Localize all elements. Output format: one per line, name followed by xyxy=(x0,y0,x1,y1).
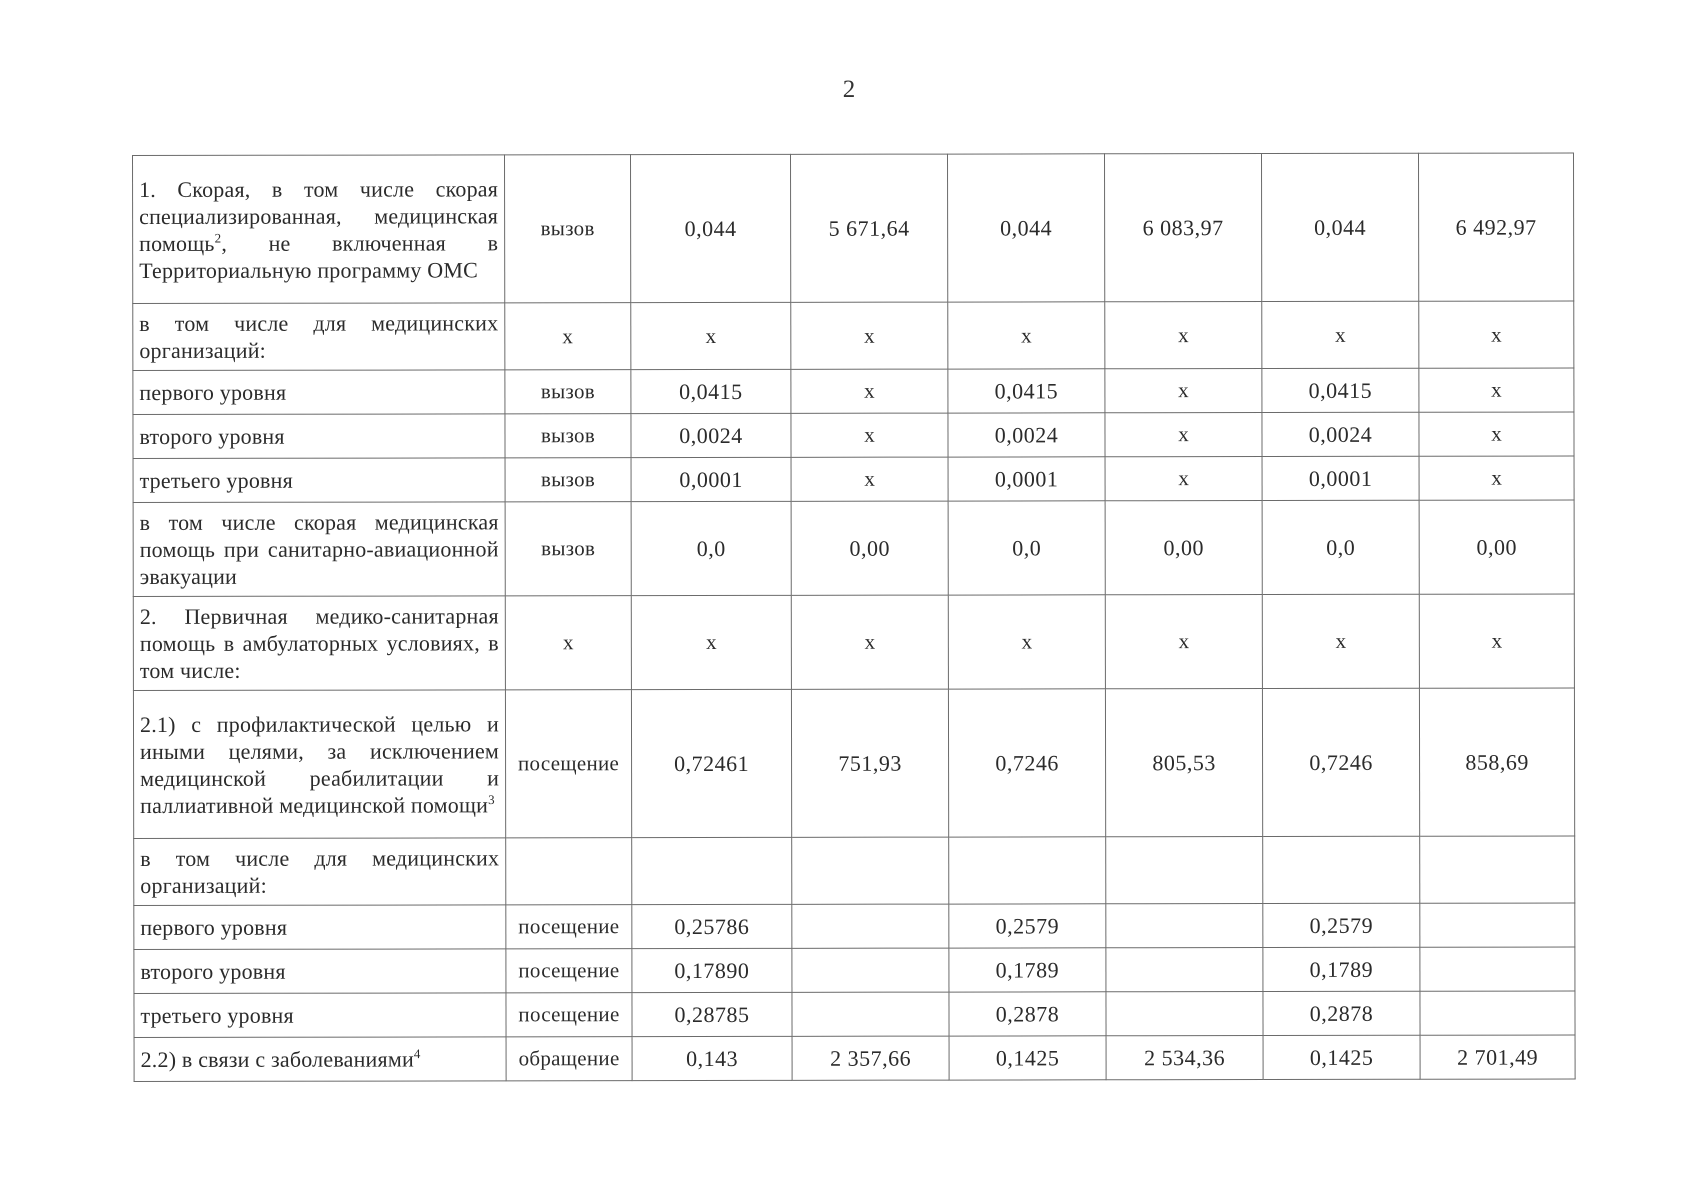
unit-cell: вызов xyxy=(505,155,631,303)
value-cell: 0,044 xyxy=(947,154,1104,302)
footnote-mark: 3 xyxy=(488,791,495,807)
value-cell: х xyxy=(1105,595,1262,689)
value-cell: 0,2878 xyxy=(1263,991,1420,1035)
table-row xyxy=(133,301,1574,371)
value-cell: 0,00 xyxy=(1105,501,1262,595)
value-cell: 0,72461 xyxy=(631,689,791,837)
table-row xyxy=(133,688,1574,839)
row-name-cell: 2.2) в связи с заболеваниями$^4$ xyxy=(134,1037,506,1082)
value-cell xyxy=(792,948,949,992)
row-name-cell: в том числе для медицинских организаций: xyxy=(134,838,506,906)
value-cell: х xyxy=(1419,368,1574,412)
value-cell: 0,7246 xyxy=(1262,688,1419,836)
value-cell: 0,0024 xyxy=(631,413,791,457)
unit-cell: вызов xyxy=(505,414,631,458)
value-cell: 6 492,97 xyxy=(1418,153,1573,301)
value-cell: х xyxy=(1262,594,1419,688)
value-cell: 2 701,49 xyxy=(1420,1035,1575,1079)
value-cell: 0,0415 xyxy=(1262,368,1419,412)
value-cell: 0,0 xyxy=(948,501,1105,595)
value-cell: 0,2878 xyxy=(949,992,1106,1036)
row-name-cell: в том числе для медицинских организаций: xyxy=(133,303,505,371)
unit-cell: вызов xyxy=(505,370,631,414)
value-cell xyxy=(632,837,792,904)
value-cell: х xyxy=(1105,413,1262,457)
value-cell xyxy=(792,904,949,948)
value-cell: 0,0001 xyxy=(1262,456,1419,500)
row-name-cell: первого уровня xyxy=(134,905,506,950)
table-row xyxy=(134,991,1575,1038)
value-cell: 0,143 xyxy=(632,1036,792,1080)
value-cell: х xyxy=(948,302,1105,369)
value-cell: 0,0024 xyxy=(948,413,1105,457)
value-cell: 0,0001 xyxy=(631,457,791,501)
value-cell xyxy=(1420,836,1575,903)
value-cell: х xyxy=(791,413,948,457)
unit-cell: посещение xyxy=(506,949,632,993)
value-cell: 0,0024 xyxy=(1262,412,1419,456)
unit-cell: х xyxy=(505,303,631,370)
value-cell: х xyxy=(631,595,791,689)
value-cell xyxy=(1106,948,1263,992)
value-cell: х xyxy=(791,302,948,369)
value-cell: 0,0 xyxy=(1262,500,1419,594)
table-row xyxy=(133,500,1574,597)
row-name-cell: 1. Скорая, в том числе скорая специализированная, медицинская помощь$^2$, не включенная в Территориальную программу ОМС xyxy=(133,155,505,304)
table-row xyxy=(133,368,1574,415)
value-cell xyxy=(1106,992,1263,1036)
value-cell xyxy=(1420,947,1575,991)
table-row xyxy=(133,153,1574,304)
value-cell: 0,28785 xyxy=(632,992,792,1036)
value-cell: х xyxy=(791,457,948,501)
value-cell: х xyxy=(948,595,1105,689)
footnote-mark: 2 xyxy=(214,230,222,246)
value-cell: х xyxy=(631,302,791,369)
footnote-mark: 4 xyxy=(413,1046,421,1062)
value-cell: 0,1789 xyxy=(949,948,1106,992)
unit-cell: обращение xyxy=(506,1037,632,1081)
row-name-cell: третьего уровня xyxy=(133,458,505,503)
value-cell: 0,1425 xyxy=(1263,1035,1420,1079)
value-cell: 0,044 xyxy=(631,154,791,302)
value-cell: 0,0415 xyxy=(948,369,1105,413)
table-row xyxy=(134,1035,1575,1082)
value-cell: х xyxy=(1419,412,1574,456)
table-row xyxy=(133,412,1574,459)
value-cell: 6 083,97 xyxy=(1104,154,1261,302)
value-cell xyxy=(1420,903,1575,947)
row-name-cell: второго уровня xyxy=(134,949,506,994)
table-row xyxy=(133,594,1574,691)
value-cell: 0,044 xyxy=(1261,153,1418,301)
value-cell: х xyxy=(791,369,948,413)
row-name-cell: 2. Первичная медико-санитарная помощь в амбулаторных условиях, в том числе: xyxy=(133,596,505,691)
value-cell: 0,2579 xyxy=(949,904,1106,948)
value-cell: х xyxy=(1105,457,1262,501)
value-cell: 858,69 xyxy=(1419,688,1574,836)
unit-cell: посещение xyxy=(505,690,631,838)
row-name-cell: третьего уровня xyxy=(134,993,506,1038)
unit-cell: вызов xyxy=(505,458,631,502)
value-cell xyxy=(792,837,949,904)
unit-cell: посещение xyxy=(506,905,632,949)
value-cell: х xyxy=(1419,456,1574,500)
value-cell: 0,0001 xyxy=(948,457,1105,501)
value-cell xyxy=(1263,836,1420,903)
value-cell xyxy=(949,837,1106,904)
value-cell: 0,25786 xyxy=(632,904,792,948)
value-cell: 0,17890 xyxy=(632,948,792,992)
value-cell: 0,7246 xyxy=(948,689,1105,837)
table-row xyxy=(133,456,1574,503)
value-cell: 0,1789 xyxy=(1263,947,1420,991)
table-row xyxy=(134,903,1575,950)
value-cell xyxy=(1420,991,1575,1035)
value-cell: 0,00 xyxy=(791,501,948,595)
unit-cell: посещение xyxy=(506,993,632,1037)
value-cell: 0,0 xyxy=(631,501,791,595)
value-cell: х xyxy=(1105,369,1262,413)
value-cell: х xyxy=(1105,302,1262,369)
row-name-cell: второго уровня xyxy=(133,414,505,459)
value-cell: 751,93 xyxy=(791,689,948,837)
row-name-cell: в том числе скорая медицинская помощь при санитарно-авиационной эвакуации xyxy=(133,502,505,597)
value-cell: 0,0415 xyxy=(631,369,791,413)
value-cell: 2 534,36 xyxy=(1106,1036,1263,1080)
table-row xyxy=(134,947,1575,994)
table-row xyxy=(134,836,1575,906)
unit-cell xyxy=(506,838,632,905)
value-cell: 0,1425 xyxy=(949,1036,1106,1080)
value-cell: х xyxy=(791,595,948,689)
row-name-cell: первого уровня xyxy=(133,370,505,415)
value-cell: х xyxy=(1262,301,1419,368)
page-number: 2 xyxy=(842,76,856,103)
row-name-cell: 2.1) с профилактической целью и иными целями, за исключением медицинской реабилитации и паллиативной медицинской помощи$^3$ xyxy=(133,690,505,839)
value-cell: 0,2579 xyxy=(1263,903,1420,947)
value-cell: х xyxy=(1419,594,1574,688)
value-cell xyxy=(792,992,949,1036)
value-cell: х xyxy=(1419,301,1574,368)
value-cell: 2 357,66 xyxy=(792,1036,949,1080)
value-cell: 0,00 xyxy=(1419,500,1574,594)
value-cell: 805,53 xyxy=(1105,689,1262,837)
unit-cell: х xyxy=(505,596,631,690)
value-cell xyxy=(1106,837,1263,904)
value-cell: 5 671,64 xyxy=(790,154,947,302)
unit-cell: вызов xyxy=(505,502,631,596)
medical-care-table xyxy=(132,152,1576,1082)
value-cell xyxy=(1106,904,1263,948)
